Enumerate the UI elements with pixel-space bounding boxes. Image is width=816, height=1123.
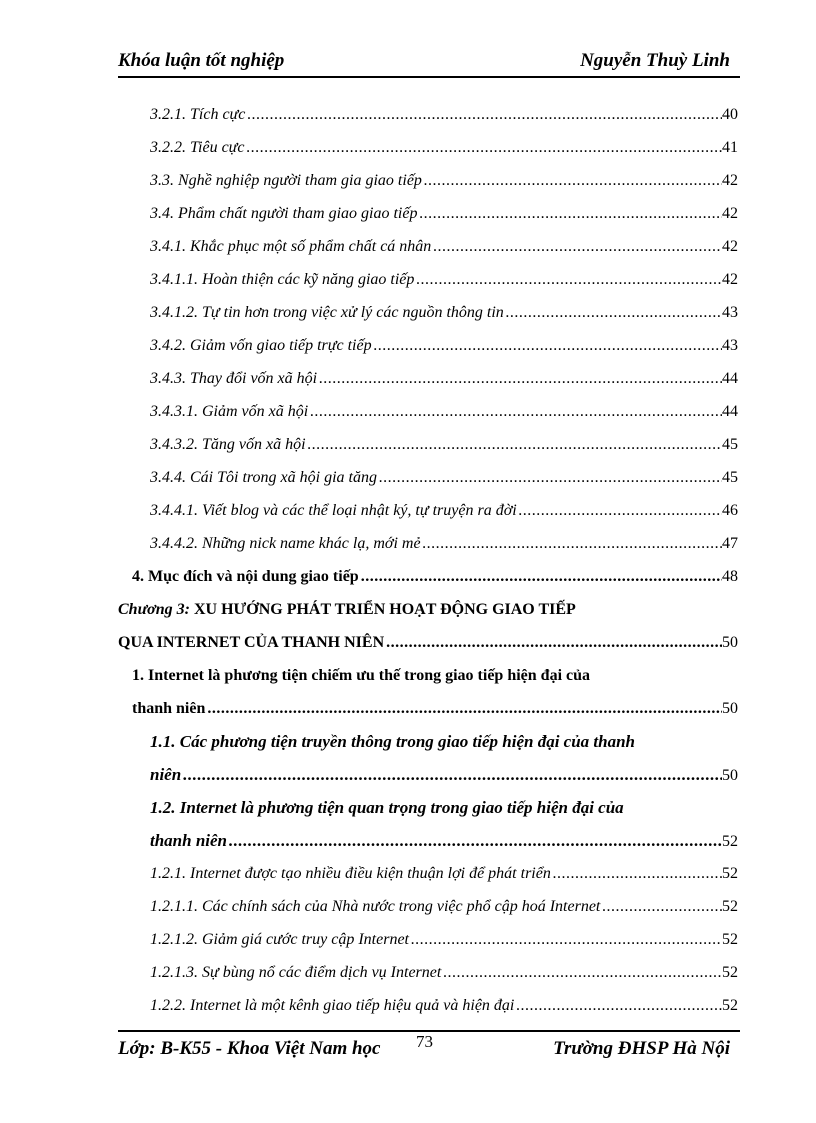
table-of-contents bbox=[118, 98, 738, 1022]
toc-entry[interactable]: 3.2.2. Tiêu cực ..... 41 bbox=[118, 131, 738, 164]
toc-entry-subsection[interactable]: 1.1. Các phương tiện truyền thông trong giao tiếp hiện đại của thanh niên ..... 50 bbox=[118, 725, 738, 791]
chapter-label: Chương 3: bbox=[118, 601, 190, 618]
toc-entry[interactable]: 3.4.1.2. Tự tin hơn trong việc xử lý các nguồn thông tin ..... 43 bbox=[118, 296, 738, 329]
toc-entry-subsection[interactable]: 1.2. Internet là phương tiện quan trọng trong giao tiếp hiện đại của thanh niên ..... 52 bbox=[118, 791, 738, 857]
header-thesis-label: Khóa luận tốt nghiệp bbox=[118, 50, 285, 71]
chapter-title-line2: QUA INTERNET CỦA THANH NIÊN bbox=[118, 634, 385, 651]
toc-entry[interactable]: 3.4.1.1. Hoàn thiện các kỹ năng giao tiếp ..... 42 bbox=[118, 263, 738, 296]
toc-entry[interactable]: 1.2.1.2. Giảm giá cước truy cập Internet ..... 52 bbox=[118, 923, 738, 956]
toc-entry[interactable]: 3.3. Nghề nghiệp người tham gia giao tiếp ..... 42 bbox=[118, 164, 738, 197]
toc-entry[interactable]: 1.2.2. Internet là một kênh giao tiếp hiệu quả và hiện đại ..... 52 bbox=[118, 989, 738, 1022]
toc-entry[interactable]: 3.4.4. Cái Tôi trong xã hội gia tăng ..... 45 bbox=[118, 461, 738, 494]
toc-entry-section[interactable]: 1. Internet là phương tiện chiếm ưu thế trong giao tiếp hiện đại của thanh niên ..... 50 bbox=[118, 659, 738, 725]
footer-university-label: Trường ĐHSP Hà Nội bbox=[553, 1038, 730, 1059]
header-author-name: Nguyễn Thuỳ Linh bbox=[580, 50, 730, 71]
toc-entry[interactable]: 3.4.4.2. Những nick name khác lạ, mới mẻ ..... 47 bbox=[118, 527, 738, 560]
page-header bbox=[118, 48, 740, 78]
toc-entry[interactable]: 3.4. Phẩm chất người tham giao giao tiếp ..... 42 bbox=[118, 197, 738, 230]
toc-entry[interactable]: 1.2.1.3. Sự bùng nổ các điểm dịch vụ Internet ..... 52 bbox=[118, 956, 738, 989]
toc-entry[interactable]: 3.4.4.1. Viết blog và các thể loại nhật ký, tự truyện ra đời ..... 46 bbox=[118, 494, 738, 527]
toc-entry[interactable]: 1.2.1. Internet được tạo nhiều điều kiện thuận lợi để phát triển ..... 52 bbox=[118, 857, 738, 890]
footer-class-label: Lớp: B-K55 - Khoa Việt Nam học bbox=[118, 1038, 381, 1059]
toc-entry-section[interactable]: 4. Mục đích và nội dung giao tiếp ..... 48 bbox=[118, 560, 738, 593]
toc-entry[interactable]: 3.4.3.1. Giảm vốn xã hội ..... 44 bbox=[118, 395, 738, 428]
toc-entry[interactable]: 3.4.3.2. Tăng vốn xã hội ..... 45 bbox=[118, 428, 738, 461]
page-number: 73 bbox=[416, 1032, 433, 1051]
page-footer bbox=[118, 1030, 740, 1066]
toc-entry[interactable]: 1.2.1.1. Các chính sách của Nhà nước trong việc phổ cập hoá Internet ..... 52 bbox=[118, 890, 738, 923]
toc-entry[interactable]: 3.2.1. Tích cực ..... 40 bbox=[118, 98, 738, 131]
chapter-title-line1: XU HƯỚNG PHÁT TRIỂN HOẠT ĐỘNG GIAO TIẾP bbox=[193, 601, 576, 618]
toc-entry[interactable]: 3.4.1. Khắc phục một số phẩm chất cá nhân ..... 42 bbox=[118, 230, 738, 263]
toc-entry[interactable]: 3.4.2. Giảm vốn giao tiếp trực tiếp ..... 43 bbox=[118, 329, 738, 362]
toc-entry-chapter[interactable]: Chương 3: XU HƯỚNG PHÁT TRIỂN HOẠT ĐỘNG GIAO TIẾP QUA INTERNET CỦA THANH NIÊN ..... 50 bbox=[118, 593, 738, 659]
toc-entry[interactable]: 3.4.3. Thay đổi vốn xã hội ..... 44 bbox=[118, 362, 738, 395]
